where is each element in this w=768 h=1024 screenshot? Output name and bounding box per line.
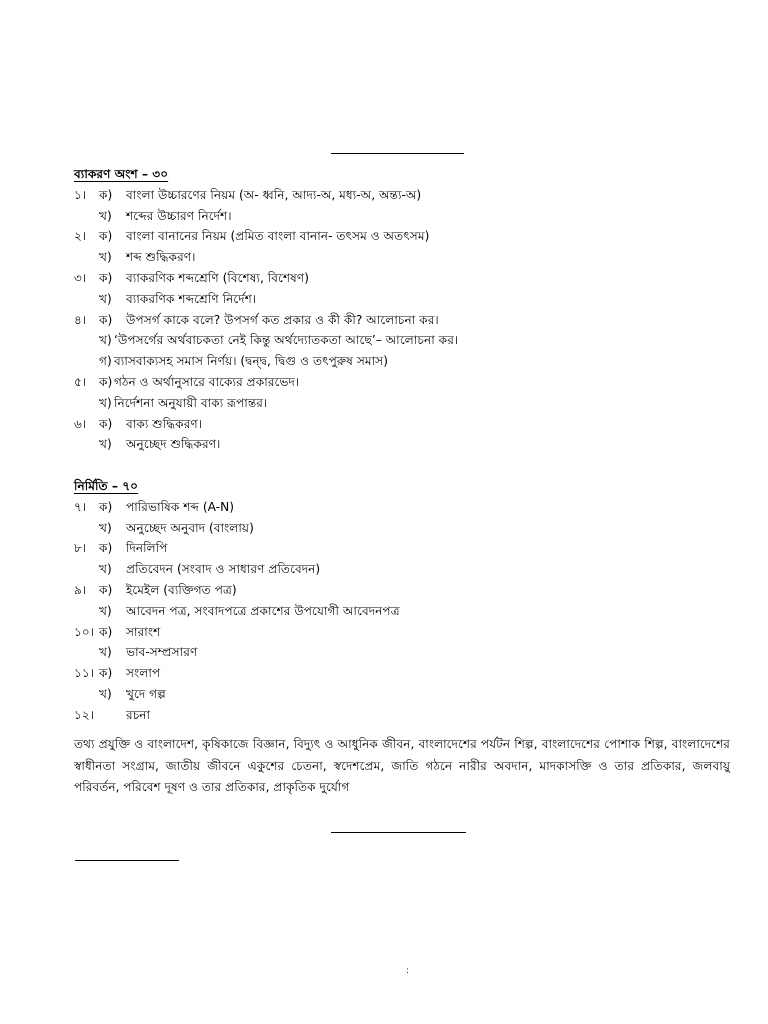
item-text: ভাব-সম্প্রসারণ bbox=[126, 645, 198, 660]
item-sub-marker: খ) bbox=[99, 645, 112, 660]
item-text: নির্দেশনা অনুযায়ী বাক্য রূপান্তর। bbox=[114, 395, 268, 410]
syllabus-content bbox=[74, 164, 730, 726]
item-number: ৭। bbox=[74, 499, 87, 514]
item-number: ৪। bbox=[74, 312, 87, 327]
item-sub-marker: খ) bbox=[99, 333, 112, 348]
item-sub-marker: ক) bbox=[99, 374, 113, 389]
item-text: ইমেইল (ব্যক্তিগত পত্র) bbox=[126, 582, 237, 597]
essay-topics-paragraph: তথ্য প্রযুক্তি ও বাংলাদেশ, কৃষিকাজে বিজ্ঞান, বিদ্যুৎ ও আধুনিক জীবন, বাংলাদেশের পর্যটন শিল্প, বাংলাদেশের পোশাক শিল্প, বাংলাদেশের স্বাধীনতা সংগ্রাম, জাতীয় জীবনে একুশের চেতনা, স্বদেশপ্রেম, জাতি গঠনে নারীর অবদান, মাদকাসক্তি ও তার প্রতিকার, জলবায়ু পরিবর্তন, পরিবেশ দূষণ ও তার প্রতিকার, প্রাকৃতিক দুর্যোগ bbox=[74, 737, 730, 794]
item-sub-marker: ক) bbox=[99, 229, 113, 244]
item-text: বাংলা বানানের নিয়ম (প্রমিত বাংলা বানান- তৎসম ও অতৎসম) bbox=[126, 229, 430, 244]
list-item bbox=[74, 393, 730, 414]
item-sub-marker: খ) bbox=[99, 437, 112, 452]
list-item bbox=[74, 580, 730, 601]
item-text: অনুচ্ছেদ শুদ্ধিকরণ। bbox=[126, 437, 221, 452]
item-number: ২। bbox=[74, 229, 87, 244]
item-sub-marker: খ) bbox=[99, 291, 112, 306]
footnote-separator bbox=[75, 860, 179, 861]
item-sub-marker: ক) bbox=[99, 416, 113, 431]
list-item bbox=[74, 601, 730, 622]
list-item bbox=[74, 684, 730, 705]
item-text: উপসর্গ কাকে বলে? উপসর্গ কত প্রকার ও কী কী? আলোচনা কর। bbox=[126, 312, 439, 327]
item-number: ১১। bbox=[74, 666, 95, 681]
list-item bbox=[74, 518, 730, 539]
item-text: ব্যাকরণিক শব্দশ্রেণি নির্দেশ। bbox=[126, 291, 257, 306]
list-item bbox=[74, 497, 730, 518]
item-text: বাংলা উচ্চারণের নিয়ম (অ- ধ্বনি, আদ্য-অ, মধ্য-অ, অন্ত্য-অ) bbox=[126, 187, 422, 202]
bottom-divider bbox=[331, 832, 466, 833]
item-text: ব্যাসবাক্যসহ সমাস নির্ণয়। (দ্বন্দ্ব, দ্বিগু ও তৎপুরুষ সমাস) bbox=[114, 354, 388, 369]
list-item bbox=[74, 622, 730, 643]
page-footer-mark: : bbox=[406, 966, 410, 976]
item-text: ‘উপসর্গের অর্থবাচকতা নেই কিন্তু অর্থদ্যোতকতা আছে’– আলোচনা কর। bbox=[114, 333, 459, 348]
item-sub-marker: ক) bbox=[99, 541, 113, 556]
list-item bbox=[74, 289, 730, 310]
item-text: ব্যাকরণিক শব্দশ্রেণি (বিশেষ্য, বিশেষণ) bbox=[126, 270, 309, 285]
item-sub-marker: ক) bbox=[99, 624, 113, 639]
list-item bbox=[74, 268, 730, 289]
item-number: ৮। bbox=[74, 541, 87, 556]
item-text: খুদে গল্প bbox=[126, 686, 166, 701]
item-sub-marker: খ) bbox=[99, 562, 112, 577]
list-item bbox=[74, 330, 730, 351]
item-text: বাক্য শুদ্ধিকরণ। bbox=[126, 416, 203, 431]
item-sub-marker: খ) bbox=[99, 250, 112, 265]
item-sub-marker: খ) bbox=[99, 208, 112, 223]
item-sub-marker: খ) bbox=[99, 686, 112, 701]
item-number: ৯। bbox=[74, 582, 87, 597]
item-sub-marker: ক) bbox=[99, 582, 113, 597]
item-number: ৫। bbox=[74, 374, 87, 389]
list-item bbox=[74, 247, 730, 268]
item-text: সারাংশ bbox=[126, 624, 161, 639]
item-number: ১২। bbox=[74, 707, 95, 722]
item-sub-marker: খ) bbox=[99, 520, 112, 535]
list-item bbox=[74, 705, 730, 726]
item-sub-marker: ক) bbox=[99, 187, 113, 202]
list-item bbox=[74, 414, 730, 435]
item-text: শব্দ শুদ্ধিকরণ। bbox=[126, 250, 196, 265]
list-item bbox=[74, 226, 730, 247]
item-sub-marker: ক) bbox=[99, 666, 113, 681]
item-text: দিনলিপি bbox=[126, 541, 168, 556]
item-text: সংলাপ bbox=[126, 666, 161, 681]
item-sub-marker: খ) bbox=[99, 395, 112, 410]
list-item bbox=[74, 434, 730, 455]
list-item bbox=[74, 642, 730, 663]
item-sub-marker: গ) bbox=[99, 354, 112, 369]
item-number: ৩। bbox=[74, 270, 87, 285]
list-item bbox=[74, 372, 730, 393]
top-divider bbox=[331, 153, 464, 154]
item-sub-marker: ক) bbox=[99, 499, 113, 514]
section-heading-composition: নির্মিতি – ৭০ bbox=[74, 478, 139, 493]
item-sub-marker: ক) bbox=[99, 312, 113, 327]
item-sub-marker: ক) bbox=[99, 270, 113, 285]
list-item bbox=[74, 206, 730, 227]
list-item bbox=[74, 351, 730, 372]
list-item bbox=[74, 538, 730, 559]
item-text: রচনা bbox=[126, 707, 151, 722]
item-text: পারিভাষিক শব্দ (A-N) bbox=[126, 499, 234, 514]
item-number: ৬। bbox=[74, 416, 87, 431]
item-text: আবেদন পত্র, সংবাদপত্রে প্রকাশের উপযোগী আবেদনপত্র bbox=[126, 603, 400, 618]
item-text: প্রতিবেদন (সংবাদ ও সাধারণ প্রতিবেদন) bbox=[126, 562, 321, 577]
item-text: গঠন ও অর্থানুসারে বাক্যের প্রকারভেদ। bbox=[114, 374, 300, 389]
list-item bbox=[74, 310, 730, 331]
item-text: অনুচ্ছেদ অনুবাদ (বাংলায়) bbox=[126, 520, 254, 535]
item-number: ১। bbox=[74, 187, 87, 202]
list-item bbox=[74, 663, 730, 684]
section-heading-grammar: ব্যাকরণ অংশ – ৩০ bbox=[74, 167, 169, 181]
list-item bbox=[74, 185, 730, 206]
list-item bbox=[74, 559, 730, 580]
item-number: ১০। bbox=[74, 624, 95, 639]
item-text: শব্দের উচ্চারণ নির্দেশ। bbox=[126, 208, 232, 223]
item-sub-marker: খ) bbox=[99, 603, 112, 618]
